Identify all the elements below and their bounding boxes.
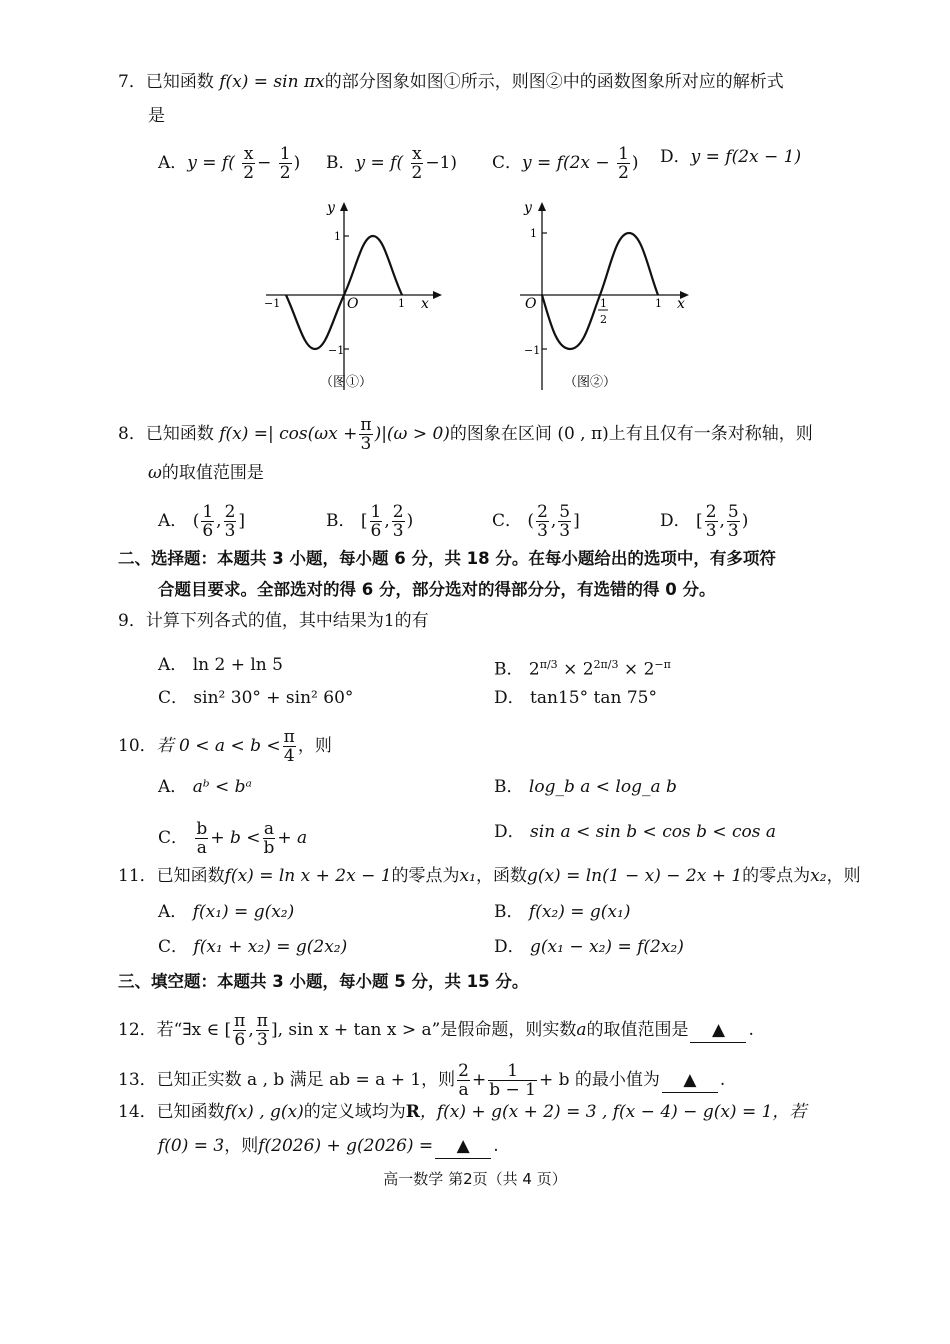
q8-option-a: A． ( $\frac{1}{6}$ , $\frac{2}{3}$ ] — [158, 502, 246, 541]
fig1-x-arrow — [433, 291, 442, 299]
q11-option-a: A． f(x₁) = g(x₂) — [158, 902, 295, 922]
q11-option-d: D． g(x₁ − x₂) = f(2x₂) — [494, 937, 684, 957]
fig2-y-label: y — [524, 200, 532, 216]
fig2-curve — [542, 233, 658, 349]
q9-option-a: A． ln 2 + ln 5 — [158, 655, 283, 675]
q8-option-b: B． [ $\frac{1}{6}$ , $\frac{2}{3}$ ) — [326, 502, 414, 541]
fig1-caption: （图①） — [320, 375, 373, 390]
fig2-x-label: x — [677, 296, 685, 312]
q7-stem-line1: 7．已知函数 f(x) = sin πx的部分图象如图①所示，则图②中的函数图象所对应的解析式 — [118, 72, 784, 92]
q7-option-a: A．y = f( $\frac{x}{2}$ − $\frac{1}{2}$ ) — [158, 144, 301, 183]
fig1-ytick-1: 1 — [334, 230, 341, 243]
q8-stem-line1: 8．已知函数 f(x) =| cos(ωx + $\frac{\pi}{3}$ )|(ω > 0)的图象在区间 (0 , π)上有且仅有一条对称轴，则 — [118, 415, 813, 454]
q14-stem-line1: 14．已知函数f(x) , g(x)的定义域均为R，f(x) + g(x + 2) = 3 , f(x − 4) − g(x) = 1，若 — [118, 1102, 807, 1122]
q7-option-c: C．y = f(2x − $\frac{1}{2}$ ) — [492, 144, 639, 183]
q8-option-d: D． [ $\frac{2}{3}$ , $\frac{5}{3}$ ) — [660, 502, 749, 541]
q10-stem: 10．若 0 < a < b < $\frac{\pi}{4}$ ，则 — [118, 727, 332, 766]
fig2-ytick-1: 1 — [530, 227, 537, 240]
q9-option-d: D． tan15° tan 75° — [494, 688, 657, 708]
section2-heading-line1: 二、选择题：本题共 3 小题，每小题 6 分，共 18 分。在每小题给出的选项中，有多项符 — [118, 549, 776, 568]
q12-answer-blank[interactable]: ▲ — [690, 1018, 746, 1043]
q11-stem: 11．已知函数f(x) = ln x + 2x − 1的零点为x₁，函数g(x) = ln(1 − x) − 2x + 1的零点为x₂，则 — [118, 866, 861, 886]
q10-option-d: D． sin a < sin b < cos b < cos a — [494, 822, 777, 842]
q8-stem-line2: ω的取值范围是 — [148, 463, 264, 483]
q12-stem: 12．若“∃x ∈ [ $\frac{\pi}{6}$ , $\frac{\pi}{3}$ ], sin x + tan x > a”是假命题，则实数a的取值范围是 ▲ . — [118, 1011, 754, 1050]
page-footer: 高一数学 第2页（共 4 页） — [383, 1170, 567, 1188]
fig2-origin: O — [525, 296, 537, 312]
q7-option-b: B．y = f( $\frac{x}{2}$ −1) — [326, 144, 458, 183]
fig1-y-label: y — [327, 200, 335, 216]
section2-heading-line2: 合题目要求。全部选对的得 6 分，部分选对的得部分分，有选错的得 0 分。 — [158, 580, 716, 599]
q10-option-c: C． $\frac{b}{a}$ + b < $\frac{a}{b}$ + a — [158, 819, 308, 858]
q9-option-c: C． sin² 30° + sin² 60° — [158, 688, 354, 708]
q13-answer-blank[interactable]: ▲ — [662, 1068, 718, 1093]
fig1-tick-neg1: −1 — [264, 297, 281, 310]
q11-option-b: B． f(x₂) = g(x₁) — [494, 902, 631, 922]
fig1-x-label: x — [421, 296, 429, 312]
q7-stem-line2: 是 — [148, 106, 165, 126]
q14-stem-line2: f(0) = 3，则f(2026) + g(2026) = ▲ . — [158, 1134, 499, 1159]
q9-option-b: B． $2^{\pi/3} \times 2^{2\pi/3} \times 2^{-\pi}$ — [494, 658, 671, 680]
fig1-tick-1: 1 — [398, 297, 405, 310]
fig2-tick-half-den: 2 — [600, 313, 607, 326]
q9-stem: 9．计算下列各式的值，其中结果为1的有 — [118, 611, 429, 631]
fig2-tick-1: 1 — [655, 297, 662, 310]
q7-option-d: D．y = f(2x − 1) — [660, 147, 802, 167]
q11-option-c: C． f(x₁ + x₂) = g(2x₂) — [158, 937, 348, 957]
fig1-ytick-neg1: −1 — [328, 344, 345, 357]
fig2-y-arrow — [538, 202, 546, 211]
q7-figure-2 — [512, 196, 702, 394]
fig2-tick-half-num: 1 — [600, 297, 607, 310]
fig2-caption: （图②） — [564, 375, 617, 390]
fig2-ytick-neg1: −1 — [524, 344, 541, 357]
q14-answer-blank[interactable]: ▲ — [435, 1134, 491, 1159]
q8-option-c: C． ( $\frac{2}{3}$ , $\frac{5}{3}$ ] — [492, 502, 580, 541]
fig1-y-arrow — [340, 202, 348, 211]
q10-option-b: B． log_b a < log_a b — [494, 777, 677, 797]
q13-stem: 13．已知正实数 a , b 满足 ab = a + 1，则 $\frac{2}{a}$ + $\frac{1}{b - 1}$ + b 的最小值为 ▲ . — [118, 1061, 726, 1100]
fig1-origin: O — [347, 296, 359, 312]
q7-figure-1 — [258, 196, 448, 394]
q10-option-a: A． aᵇ < bᵃ — [158, 777, 252, 797]
section3-heading: 三、填空题：本题共 3 小题，每小题 5 分，共 15 分。 — [118, 972, 529, 991]
